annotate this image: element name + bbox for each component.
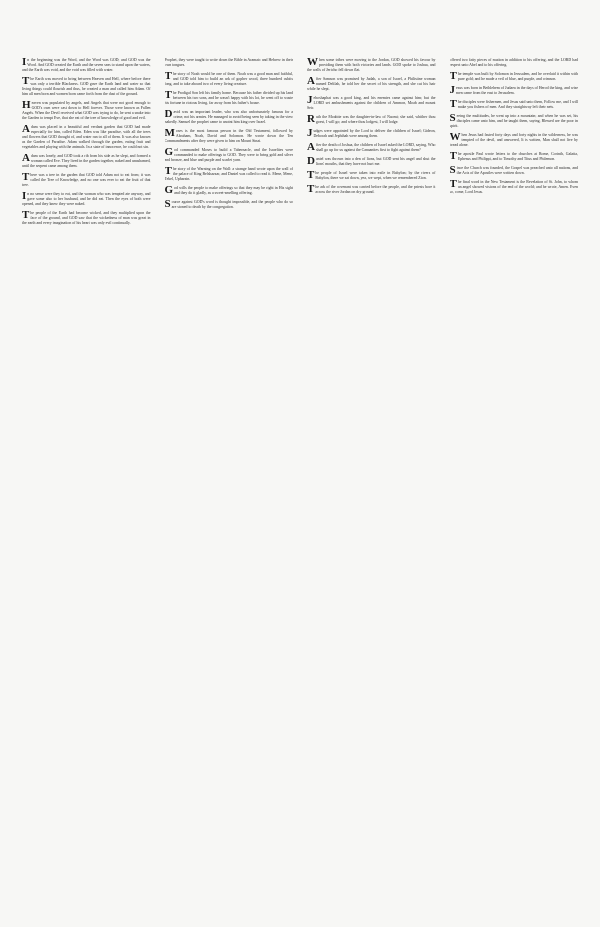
- drop-cap: W: [449, 131, 461, 143]
- paragraph-text: hen some tribes were moving to the Jordan, GOD showed his favour by providing them with both victories and lands. GOD spoke to Joshua, and the walls of Jericho fell down flat.: [307, 58, 436, 72]
- drop-cap: T: [22, 75, 30, 87]
- drop-cap: J: [307, 94, 313, 106]
- paragraph-text: n no sense were they to eat, and the woman who was tempted ate anyway, and gave some also to her husband, and he did eat. Then the eyes of both were opened, and they knew they were naked.: [22, 192, 151, 206]
- paragraph-text: hen Jesus had fasted forty days and forty nights in the wilderness, he was tempted of the devil, and answered, It is written, Man shall not live by bread alone.: [449, 133, 578, 147]
- paragraph-text: he ark of the covenant was carried before the people, and the priests bore it across the river Jordan on dry ground.: [315, 185, 436, 194]
- paragraph-text: fter the death of Joshua, the children of Israel asked the LORD, saying, Who shall go up for us against the Canaanites first to fight against them?: [315, 143, 436, 152]
- paragraph: [450, 152, 579, 162]
- paragraph-text: here was a tree in the garden that GOD told Adam not to eat from; it was called the Tree of Knowledge, and no one was ever to eat the fruit of that tree.: [22, 173, 151, 187]
- paragraph: [165, 110, 294, 125]
- paragraph: [165, 186, 294, 196]
- drop-cap: T: [164, 165, 172, 177]
- paragraph: [307, 157, 436, 167]
- paragraph-text: he story of the Warning on the Wall: a strange hand wrote upon the wall of the palace of King Belshazzar, and Daniel was called to read it. Mene, Mene, Tekel, Upharsin.: [164, 167, 293, 181]
- drop-cap: T: [307, 183, 315, 195]
- drop-cap: T: [22, 171, 30, 183]
- paragraph-text: he temple was built by Solomon in Jerusalem, and he overlaid it within with pure gold; and he made a veil of blue, and purple, and crimson.: [457, 72, 578, 81]
- paragraph: [22, 211, 151, 226]
- drop-cap: R: [307, 113, 315, 125]
- paragraph-text: od commanded Moses to build a Tabernacle, and the Israelites were commanded to make offerings to GOD. They were to bring gold and silver and bronze, and blue and purple and scarlet yarn.: [164, 148, 293, 162]
- paragraph: [307, 58, 436, 73]
- paragraph-text: oses is the most famous person in the Old Testament, followed by Abraham, Noah, David and Solomon. He wrote down the Ten Commandments after they were given to him on Mount Sinai.: [164, 129, 293, 143]
- paragraph: [165, 200, 294, 210]
- paragraph-text: eeing the multitudes, he went up into a mountain; and when he was set, his disciples came unto him, and he taught them, saying, Blessed are the poor in spirit.: [449, 114, 578, 128]
- paragraph-text: he apostle Paul wrote letters to the churches at Rome, Corinth, Galatia, Ephesus and Philippi, and to Timothy and Titus and Philemon.: [457, 152, 578, 161]
- drop-cap: W: [307, 58, 318, 68]
- paragraph: [165, 58, 294, 68]
- paragraph: [165, 167, 294, 182]
- paragraph: [307, 143, 436, 153]
- paragraph-text: he story of Noah would be one of them. Noah was a good man and faithful, and GOD told him to build an ark of gopher wood, three hundred cubits long, and to take aboard two of every living creature.: [164, 72, 293, 86]
- drop-cap: J: [449, 84, 455, 96]
- column-1: [22, 58, 151, 907]
- paragraph: [165, 72, 294, 87]
- drop-cap: H: [22, 99, 31, 111]
- paragraph-text: he Earth was moved to bring between Heaven and Hell, where before there was only a terrible Blackness. GOD gave the Earth land and water so that living things could flourish and thus, he created a man and called him Adam. Of him all men born and women born came forth from the dust of the ground.: [22, 77, 151, 96]
- paragraph-text: ource against GOD's word is thought impossible, and the people who do so are stoned to death by the congregation.: [171, 200, 293, 209]
- paragraph: [307, 171, 436, 181]
- paragraph: [22, 101, 151, 121]
- paragraph-text: he people of Israel were taken into exile in Babylon; by the rivers of Babylon, there we sat down, yea, we wept, when we remembered Zion.: [315, 171, 436, 180]
- paragraph: [22, 154, 151, 169]
- column-3: [307, 58, 436, 907]
- paragraph-text: ince the Church was founded, the Gospel was preached unto all nations, and the Acts of the Apostles were written down.: [456, 166, 578, 175]
- paragraph-text: avid was an important leader, who was also unfortunately famous for a crime, not his armies. He managed to avoid being seen by taking in the view nakedly. Samuel the prophet came to anoint him king over Israel.: [164, 110, 293, 124]
- paragraph: [165, 148, 294, 163]
- drop-cap: I: [22, 58, 27, 68]
- paragraph: [307, 115, 436, 125]
- paragraph: [450, 58, 579, 68]
- paragraph: [307, 185, 436, 195]
- drop-cap: M: [164, 127, 175, 139]
- paragraph-text: esus was born in Bethlehem of Judaea in the days of Herod the king, and wise men came from the east to Jerusalem.: [456, 86, 578, 95]
- paragraph-text: uth the Moabite was the daughter-in-law of Naomi; she said, whither thou goest, I will go; and where thou lodgest, I will lodge.: [315, 115, 436, 124]
- paragraph: [307, 129, 436, 139]
- drop-cap: S: [164, 198, 171, 210]
- paragraph-text: he final word in the New Testament is the Revelation of St. John, to whom an angel showed visions of the end of the world; and he wrote, Amen. Even so, come, Lord Jesus.: [449, 180, 578, 194]
- paragraph: [165, 129, 294, 144]
- paragraph-text: eaven was populated by angels, and Angels that were not good enough to GOD's own were cast down to Hell forever. Those were known as Fallen Angels. When the Devil received what GOD was trying to do, he sent a snake into the Garden to tempt Eve, that she eat of the tree of knowledge of good and evil.: [22, 101, 151, 120]
- paragraph: [450, 100, 579, 110]
- drop-cap: T: [164, 89, 172, 101]
- drop-cap: A: [307, 141, 315, 153]
- paragraph: [450, 72, 579, 82]
- paragraph-text: aniel was thrown into a den of lions, but GOD sent his angel and shut the lions' mouths, that they have not hurt me.: [315, 157, 436, 166]
- drop-cap: G: [164, 184, 174, 196]
- drop-cap: S: [449, 164, 456, 176]
- drop-cap: J: [307, 127, 313, 139]
- paragraph-text: dam was lonely, and GOD took a rib from his side as he slept, and formed a woman called Eve. They lived in the garden together, naked and unashamed, until the serpent came among them.: [22, 154, 151, 168]
- paragraph: [22, 173, 151, 188]
- paragraph-text: n the beginning was the Word, and the Word was GOD; and GOD was the Word. And GOD created the Earth and the seven seas to stand upon the waters, and the Earth was void, and the void was filled with water.: [22, 58, 151, 72]
- drop-cap: A: [22, 123, 30, 135]
- paragraph: [450, 180, 579, 195]
- drop-cap: T: [164, 70, 172, 82]
- drop-cap: T: [22, 209, 30, 221]
- text-columns: [22, 58, 578, 907]
- paragraph: [22, 77, 151, 97]
- paragraph-text: he disciples were fishermen, and Jesus said unto them, Follow me, and I will make you fishers of men. And they straightway left their nets.: [457, 100, 578, 109]
- paragraph: [22, 125, 151, 150]
- paragraph-text: he Prodigal Son left his family home. Because his father divided up his land between his two sons, and he wasn't happy with his lot, he went off to waste his fortune in riotous living, far away from his father's house.: [164, 91, 293, 105]
- drop-cap: A: [22, 152, 30, 164]
- drop-cap: D: [164, 108, 173, 120]
- paragraph: [22, 58, 151, 73]
- drop-cap: G: [164, 146, 174, 158]
- paragraph-text: offered two fatty pieces of mutton in addition to his offering, and the LORD had respect unto Abel and to his offering.: [449, 58, 578, 67]
- paragraph: [307, 96, 436, 111]
- drop-cap: T: [449, 98, 457, 110]
- paragraph: [307, 77, 436, 92]
- drop-cap: I: [22, 190, 27, 202]
- paragraph-text: he people of the Earth had become wicked, and they multiplied upon the face of the ground, and GOD saw that the wickedness of man was great in the earth and every imagination of his heart was only evil continually.: [22, 211, 151, 225]
- drop-cap: S: [449, 112, 456, 124]
- paragraph-text: od wills the people to make offerings so that they may be right in His sight and they do it gladly, as a sweet-smelling offering.: [174, 186, 293, 195]
- drop-cap: T: [449, 150, 457, 162]
- paragraph-text: ehoshaphat was a good king, and his enemies came against him; but the LORD set ambushments against the children of Ammon, Moab and mount Seir.: [307, 96, 436, 110]
- column-4: [450, 58, 579, 907]
- drop-cap: T: [307, 169, 315, 181]
- drop-cap: A: [307, 75, 315, 87]
- paragraph-text: Prophet, they were taught to write down the Bible in Aramaic and Hebrew in their own tongues.: [164, 58, 293, 67]
- paragraph: [450, 114, 579, 129]
- paragraph: [450, 86, 579, 96]
- paragraph: [22, 192, 151, 207]
- drop-cap: T: [449, 70, 457, 82]
- paragraph: [450, 166, 579, 176]
- paragraph: [450, 133, 579, 148]
- paragraph: [165, 91, 294, 106]
- column-2: [165, 58, 294, 907]
- paragraph-text: udges were appointed by the Lord to deliver the children of Israel; Gideon, Deborah and Jephthah were among them.: [313, 129, 436, 138]
- drop-cap: T: [449, 178, 457, 190]
- paragraph-text: fter Samson was promised by Judah, a son of Israel, a Philistine woman named Delilah, he told her the secret of his strength, and she cut his hair while he slept.: [307, 77, 436, 91]
- paragraph-text: dam was placed in a beautiful and verdant garden that GOD had made especially for him, called Eden. Eden was like paradise, with all the trees and flowers that GOD thought of, and water ran to all of them. It was also known as the Garden of Paradise. Adam walked through the garden, eating fruit and vegetables and playing with the animals. In a state of innocence, he could not sin.: [22, 125, 151, 149]
- drop-cap: D: [307, 155, 315, 167]
